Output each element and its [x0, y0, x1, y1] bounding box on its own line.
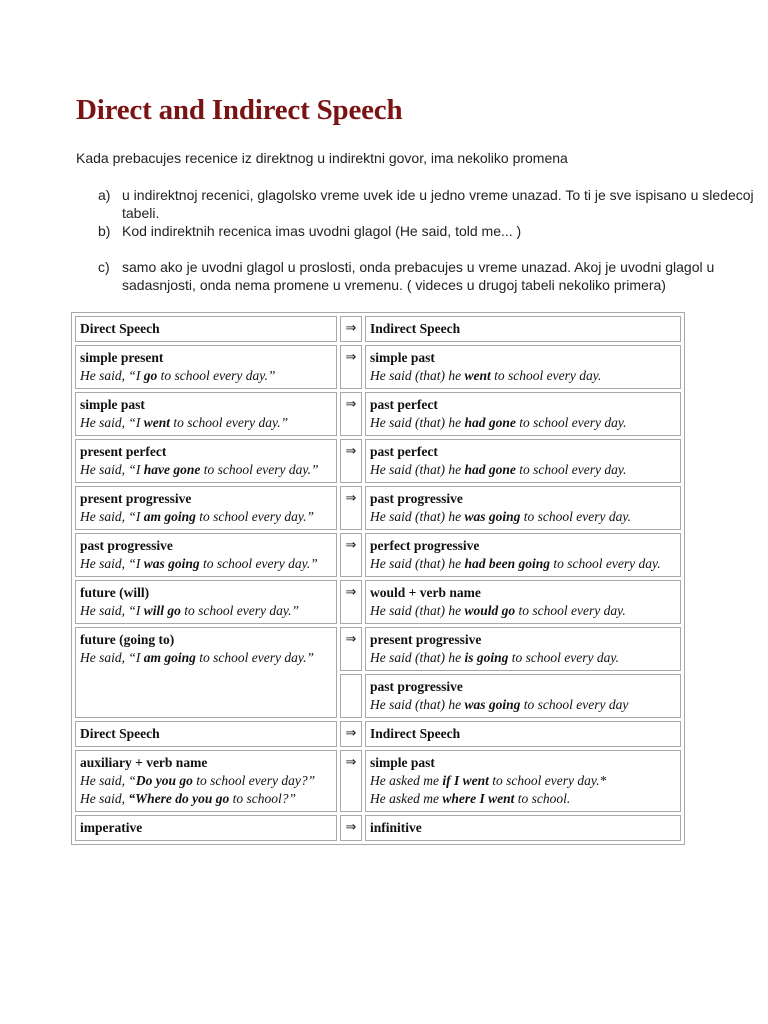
- list-text: Kod indirektnih recenica imas uvodni glagol (He said, told me... ): [122, 223, 522, 239]
- direct-example: He said, “Where do you go to school?”: [80, 791, 297, 806]
- arrow-icon: ⇒: [340, 580, 362, 624]
- table-row: [75, 486, 681, 530]
- arrow-icon: ⇒: [340, 815, 362, 841]
- indirect-example: He said (that) he would go to school every day.: [370, 603, 626, 618]
- list-marker: c): [98, 259, 110, 275]
- list-marker: a): [98, 187, 111, 203]
- arrow-icon: ⇒: [340, 439, 362, 483]
- indirect-example: He said (that) he was going to school every day.: [370, 509, 631, 524]
- header-indirect: Indirect Speech: [365, 721, 681, 747]
- arrow-icon: ⇒: [340, 392, 362, 436]
- direct-tense: simple present: [80, 350, 164, 365]
- indirect-tense: simple past: [370, 350, 435, 365]
- direct-tense: present progressive: [80, 491, 192, 506]
- indirect-example: He said (that) he had gone to school every day.: [370, 462, 627, 477]
- table-row: [75, 533, 681, 577]
- arrow-icon: ⇒: [340, 345, 362, 389]
- intro-text: Kada prebacujes recenice iz direktnog u indirektni govor, ima nekoliko promena: [76, 150, 568, 166]
- direct-tense: future (will): [80, 585, 150, 600]
- table-header-row: [75, 316, 681, 342]
- list-text: samo ako je uvodni glagol u proslosti, onda prebacujes u vreme unazad. Akoj je uvodni glagol u sadasnjosti, onda nema promene u vremenu. ( videces u drugoj tabeli nekoliko primera): [122, 259, 715, 293]
- table-row: [75, 392, 681, 436]
- arrow-icon: ⇒: [340, 316, 362, 342]
- table-row: [75, 580, 681, 624]
- list-marker: b): [98, 223, 111, 239]
- indirect-tense: simple past: [370, 755, 435, 770]
- indirect-example: He asked me if I went to school every day.*: [370, 773, 607, 788]
- indirect-example: He said (that) he was going to school every day: [370, 697, 629, 712]
- list-item-b: [76, 222, 768, 240]
- direct-example: He said, “I go to school every day.”: [80, 368, 276, 383]
- arrow-icon: ⇒: [340, 627, 362, 671]
- page-title: Direct and Indirect Speech: [76, 94, 403, 126]
- indirect-tense: past perfect: [370, 397, 438, 412]
- list-item-a: [76, 186, 768, 222]
- indirect-tense: past progressive: [370, 679, 463, 694]
- indirect-example: He said (that) he went to school every day.: [370, 368, 602, 383]
- direct-example: He said, “I will go to school every day.”: [80, 603, 299, 618]
- direct-example: He said, “I am going to school every day.”: [80, 509, 314, 524]
- direct-example: He said, “I am going to school every day.”: [80, 650, 314, 665]
- direct-example: He said, “I was going to school every day.”: [80, 556, 318, 571]
- direct-tense: imperative: [80, 820, 143, 835]
- indirect-example: He said (that) he had been going to school every day.: [370, 556, 661, 571]
- arrow-icon: ⇒: [340, 750, 362, 812]
- direct-tense: future (going to): [80, 632, 175, 647]
- indirect-example: He said (that) he had gone to school every day.: [370, 415, 627, 430]
- indirect-example: He asked me where I went to school.: [370, 791, 571, 806]
- indirect-example: He said (that) he is going to school every day.: [370, 650, 619, 665]
- list-item-c: [76, 258, 768, 294]
- arrow-icon: ⇒: [340, 486, 362, 530]
- direct-example: He said, “I have gone to school every day.”: [80, 462, 319, 477]
- list-text: u indirektnoj recenici, glagolsko vreme uvek ide u jedno vreme unazad. To ti je sve ispisano u sledecoj tabeli.: [122, 187, 754, 221]
- arrow-icon: ⇒: [340, 533, 362, 577]
- speech-table: [71, 312, 685, 845]
- table-row: [75, 815, 681, 841]
- indirect-tense: past perfect: [370, 444, 438, 459]
- table-row: [75, 439, 681, 483]
- header-indirect: Indirect Speech: [365, 316, 681, 342]
- indirect-tense: present progressive: [370, 632, 482, 647]
- direct-tense: auxiliary + verb name: [80, 755, 208, 770]
- indirect-tense: would + verb name: [370, 585, 481, 600]
- direct-example: He said, “Do you go to school every day?”: [80, 773, 316, 788]
- indirect-tense: perfect progressive: [370, 538, 480, 553]
- table-row: [75, 627, 681, 671]
- table-header-row: [75, 721, 681, 747]
- direct-tense: past progressive: [80, 538, 173, 553]
- header-direct: Direct Speech: [75, 316, 337, 342]
- direct-tense: simple past: [80, 397, 145, 412]
- table-row: [75, 345, 681, 389]
- direct-example: He said, “I went to school every day.”: [80, 415, 289, 430]
- table-row: [75, 750, 681, 812]
- header-direct: Direct Speech: [75, 721, 337, 747]
- indirect-tense: past progressive: [370, 491, 463, 506]
- indirect-tense: infinitive: [370, 820, 422, 835]
- arrow-icon: ⇒: [340, 721, 362, 747]
- direct-tense: present perfect: [80, 444, 167, 459]
